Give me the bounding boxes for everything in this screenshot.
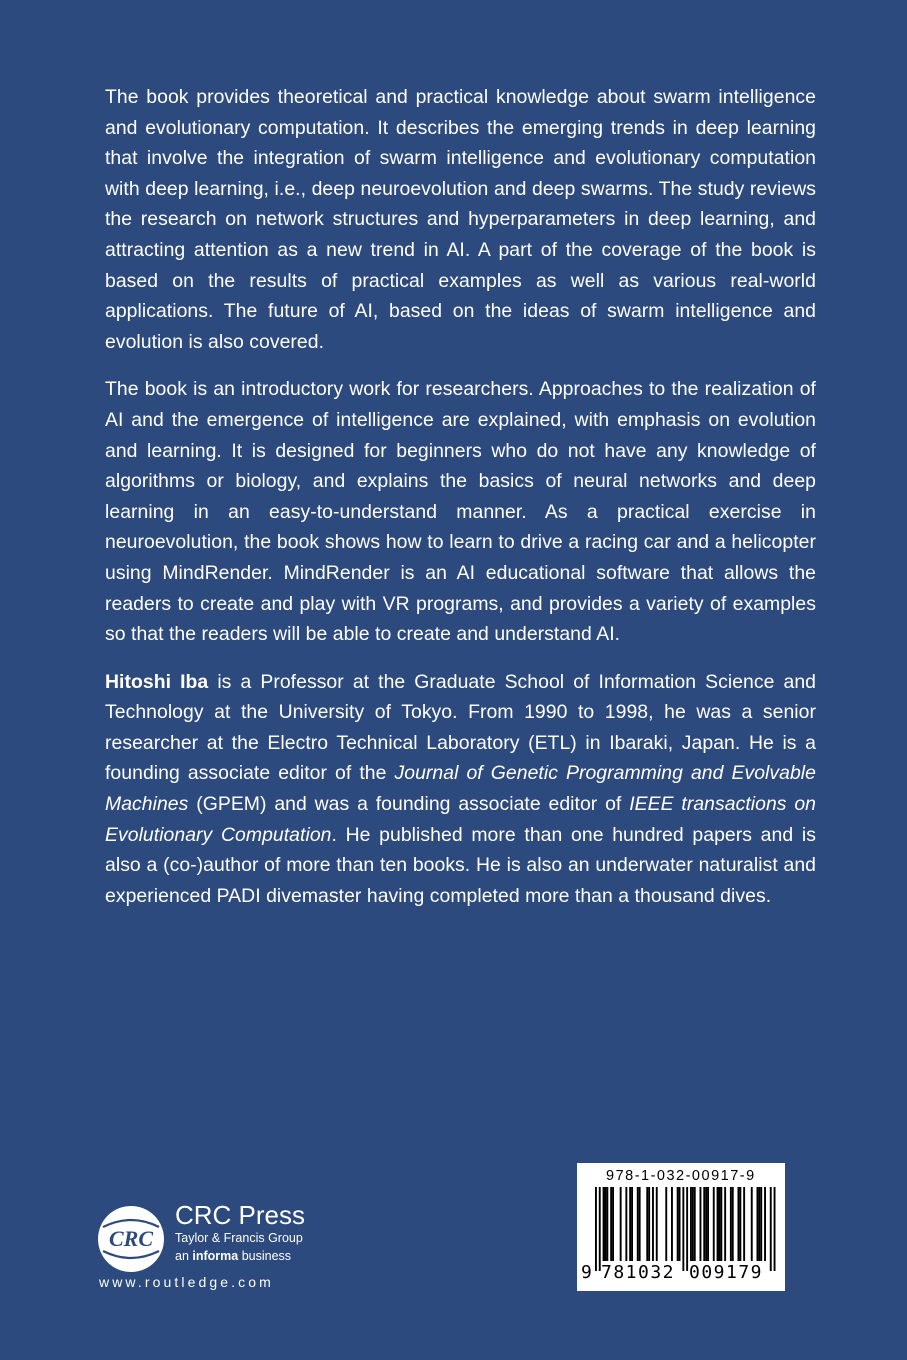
- author-bio-text-3: . He published more than one hundred papers and is also a (co-)author of more than ten books. He is also an underwater naturalist and experienced PADI divemaster having completed more than a thousand dives.: [105, 823, 816, 907]
- journal-title-ieee: IEEE transactions on Evolutionary Computation: [105, 793, 817, 846]
- barcode-bar: [605, 1187, 607, 1261]
- barcode-bar: [625, 1187, 627, 1261]
- barcode-bar: [599, 1187, 601, 1271]
- publisher-group: Taylor & Francis Group: [175, 1231, 303, 1245]
- barcode-bar: [677, 1187, 679, 1261]
- barcode-bar: [631, 1187, 633, 1261]
- crc-logo-text: CRC: [108, 1226, 154, 1251]
- barcode-bar: [764, 1187, 766, 1261]
- barcode-bar: [665, 1187, 667, 1261]
- author-bio: [105, 667, 816, 912]
- back-cover-text: [105, 82, 816, 928]
- barcode-bar: [679, 1187, 681, 1261]
- barcode-bar: [595, 1187, 597, 1271]
- barcode-bar: [720, 1187, 722, 1261]
- barcode-bar: [713, 1187, 715, 1261]
- barcode-bar: [692, 1187, 694, 1261]
- description-paragraph-1: The book provides theoretical and practical knowledge about swarm intelligence and evolutionary computation. It describes the emerging trends in deep learning that involve the integration of swarm intelligence and evolutionary computation with deep learning, i.e., deep neuroevolution and deep swarms. The study reviews the research on network structures and hyperparameters in deep learning, and attracting attention as a new trend in AI. A part of the coverage of the book is based on the results of practical examples as well as various real-world applications. The future of AI, based on the ideas of swarm intelligence and evolution is also covered.: [105, 86, 816, 353]
- barcode-bar: [652, 1187, 654, 1261]
- isbn-label: 978-1-032-00917-9: [606, 1168, 756, 1184]
- barcode-bar: [757, 1187, 759, 1261]
- barcode-bar: [639, 1187, 641, 1261]
- barcode-bar: [656, 1187, 658, 1261]
- barcode-bar: [703, 1187, 705, 1261]
- isbn-barcode: [577, 1163, 785, 1291]
- barcode-bar: [758, 1187, 760, 1261]
- barcode-bar: [730, 1187, 732, 1261]
- publisher-name: CRC Press: [175, 1200, 306, 1230]
- description-paragraph-2: The book is an introductory work for researchers. Approaches to the realization of AI and the emergence of intelligence are explained, with emphasis on evolution and learning. It is designed for beginners who do not have any knowledge of algorithms or biology, and explains the basics of neural networks and deep learning in an easy-to-understand manner. As a practical exercise in neuroevolution, the book shows how to learn to drive a racing car and a helicopter using MindRender. MindRender is an AI educational software that allows the readers to create and play with VR programs, and provides a variety of examples so that the readers will be able to create and understand AI.: [105, 378, 816, 646]
- tagline-brand: informa: [192, 1249, 239, 1263]
- barcode-bar: [719, 1187, 721, 1261]
- barcode-bar: [610, 1187, 612, 1261]
- barcode-bar: [739, 1187, 741, 1261]
- barcode-bar: [774, 1187, 776, 1271]
- barcode-bar: [694, 1187, 696, 1261]
- barcode-bar: [603, 1187, 605, 1261]
- author-bio-text-1: is a Professor at the Graduate School of Information Science and Technology at the University of Tokyo. From 1990 to 1998, he was a senior researcher at the Electro Technical Laboratory (ETL) in Ibaraki, Japan. He is a founding associate editor of the: [105, 670, 816, 785]
- barcode-bar: [620, 1187, 622, 1261]
- barcode-bar: [606, 1187, 608, 1261]
- barcode-bar: [751, 1187, 753, 1261]
- journal-title-gpem: Journal of Genetic Programming and Evolvable Machines: [105, 762, 816, 816]
- barcode-bar: [646, 1187, 648, 1261]
- barcode-first-digit: 9: [581, 1262, 592, 1283]
- barcode-bar: [629, 1187, 631, 1261]
- author-bio-text-2: (GPEM) and was a founding associate editor of: [188, 793, 630, 816]
- barcode-bar: [682, 1187, 684, 1271]
- barcode-bar: [760, 1187, 762, 1261]
- author-name: Hitoshi Iba: [105, 670, 209, 693]
- barcode-right-group: 009179: [689, 1262, 764, 1283]
- barcode-bar: [700, 1187, 702, 1261]
- barcode-bar: [686, 1187, 688, 1271]
- barcode-bar: [648, 1187, 650, 1261]
- tagline-prefix: an: [175, 1249, 193, 1263]
- publisher-url: www.routledge.com: [99, 1274, 274, 1290]
- barcode-bar: [690, 1187, 692, 1261]
- barcode-left-group: 781032: [601, 1262, 676, 1283]
- crc-press-logo-icon: [97, 1205, 165, 1273]
- barcode-bar: [738, 1187, 740, 1261]
- barcode-bar: [705, 1187, 707, 1261]
- barcode-bar: [732, 1187, 734, 1261]
- barcode-bar: [671, 1187, 673, 1261]
- barcode-bar: [724, 1187, 726, 1261]
- barcode-bar: [743, 1187, 745, 1261]
- barcode-bar: [637, 1187, 639, 1261]
- publisher-tagline: [175, 1249, 291, 1264]
- barcode-bar: [717, 1187, 719, 1261]
- barcode-bar: [612, 1187, 614, 1261]
- barcode-bar: [707, 1187, 709, 1261]
- tagline-suffix: business: [238, 1249, 292, 1263]
- barcode-bar: [770, 1187, 772, 1271]
- publisher-block: [97, 1198, 337, 1298]
